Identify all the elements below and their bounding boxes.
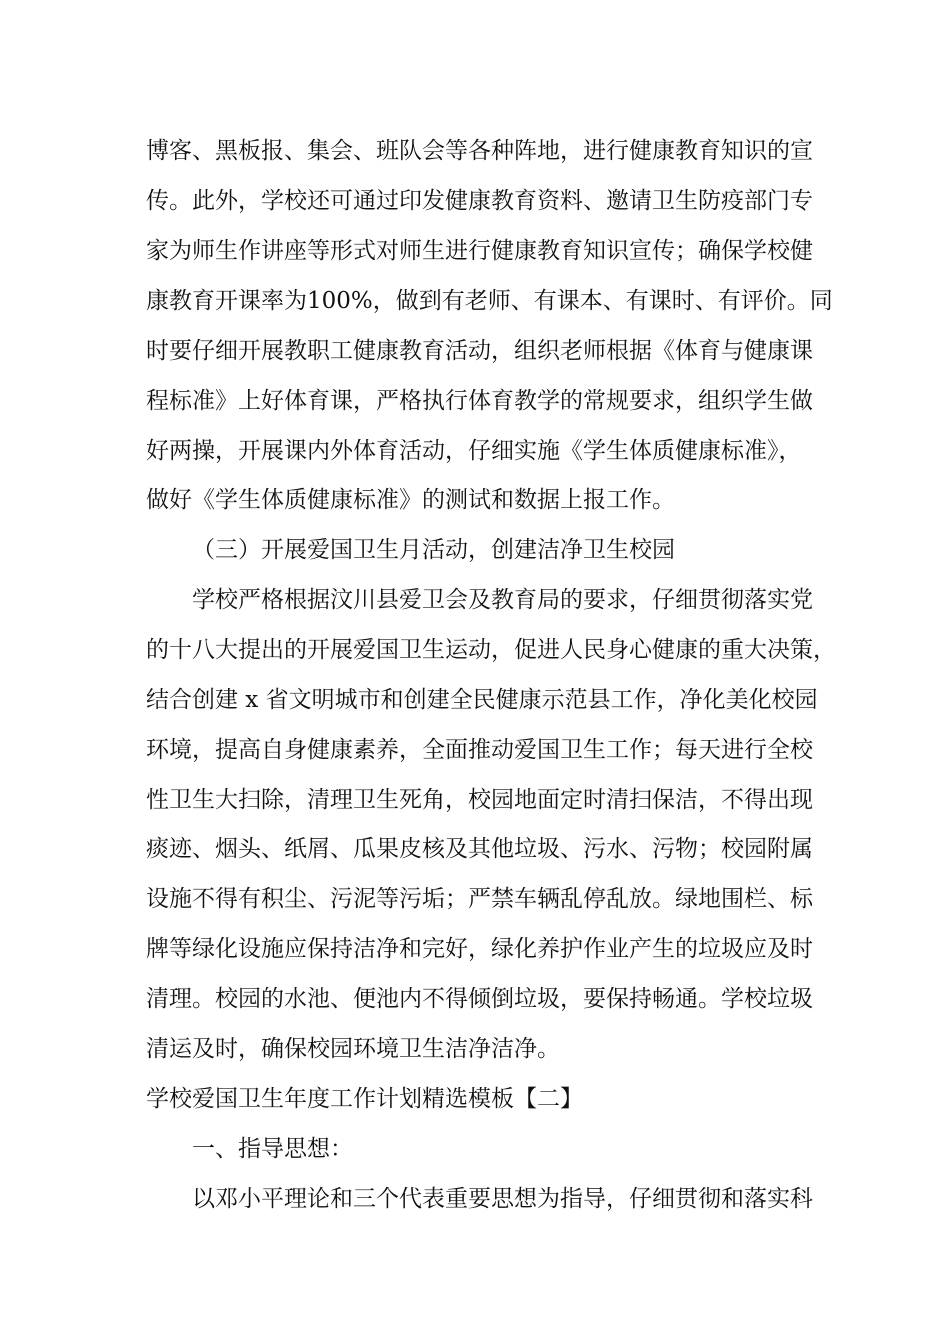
text-line: 的十八大提出的开展爱国卫生运动，促进人民身心健康的重大决策， — [146, 637, 836, 663]
text-line: 做好《学生体质健康标准》的测试和数据上报工作。 — [146, 487, 675, 513]
text-line: 清运及时，确保校园环境卫生洁净洁净。 — [146, 1036, 560, 1062]
text-line: 牌等绿化设施应保持洁净和完好，绿化养护作业产生的垃圾应及时 — [146, 936, 813, 962]
text-line: 学校严格根据汶川县爱卫会及教育局的要求，仔细贯彻落实党 — [192, 587, 813, 613]
text-line: 以邓小平理论和三个代表重要思想为指导，仔细贯彻和落实科 — [192, 1186, 813, 1212]
section-heading: （三）开展爱国卫生月活动，创建洁净卫生校园 — [192, 537, 675, 563]
text-line: 时要仔细开展教职工健康教育活动，组织老师根据《体育与健康课 — [146, 338, 813, 364]
text-line: 性卫生大扫除，清理卫生死角，校园地面定时清扫保洁，不得出现 — [146, 787, 813, 813]
text-line: 程标准》上好体育课，严格执行体育教学的常规要求，组织学生做 — [146, 388, 813, 414]
text-line: 结合创建 x 省文明城市和创建全民健康示范县工作，净化美化校园 — [146, 687, 818, 713]
text-line: 清理。校园的水池、便池内不得倾倒垃圾，要保持畅通。学校垃圾 — [146, 986, 813, 1012]
text-line: 康教育开课率为100%，做到有老师、有课本、有课时、有评价。同 — [146, 288, 833, 314]
text-line: 环境，提高自身健康素养，全面推动爱国卫生工作；每天进行全校 — [146, 737, 813, 763]
text-line: 好两操，开展课内外体育活动，仔细实施《学生体质健康标准》， — [146, 438, 802, 464]
section-heading: 一、指导思想： — [192, 1136, 353, 1162]
text-line: 设施不得有积尘、污泥等污垢；严禁车辆乱停乱放。绿地围栏、标 — [146, 886, 813, 912]
text-line: 家为师生作讲座等形式对师生进行健康教育知识宣传；确保学校健 — [146, 238, 813, 264]
text-line: 痰迹、烟头、纸屑、瓜果皮核及其他垃圾、污水、污物；校园附属 — [146, 836, 813, 862]
document-title: 学校爱国卫生年度工作计划精选模板【二】 — [146, 1086, 583, 1112]
text-line: 传。此外，学校还可通过印发健康教育资料、邀请卫生防疫部门专 — [146, 188, 813, 214]
text-line: 博客、黑板报、集会、班队会等各种阵地，进行健康教育知识的宣 — [146, 138, 813, 164]
